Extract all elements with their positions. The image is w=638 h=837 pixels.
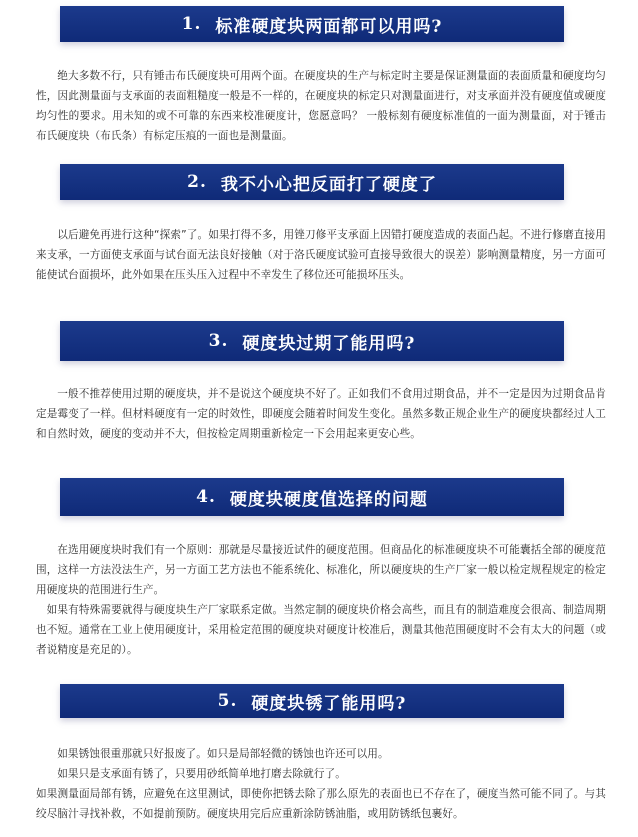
section-5-paragraph-1: 如果锈蚀很重那就只好报废了。如只是局部轻微的锈蚀也许还可以用。 — [57, 748, 389, 760]
section-4-paragraph-2: 如果有特殊需要就得与硬度块生产厂家联系定做。当然定制的硬度块价格会高些，而且有的制造难度会很高、制造周期也不短。通常在工业上使用硬度计，采用检定范围的硬度块对硬度计校准后，测量其他范围硬度时不会有太大的问题（或者说精度是充足的）。 — [36, 604, 606, 656]
section-5-banner — [60, 684, 564, 718]
section-5-number: 5. — [217, 691, 238, 711]
section-2-title: 我不小心把反面打了硬度了 — [220, 174, 437, 195]
section-3-title: 硬度块过期了能用吗? — [242, 333, 416, 354]
section-4-title: 硬度块硬度值选择的问题 — [229, 489, 428, 510]
section-4-number: 4. — [196, 487, 216, 507]
section-5-title: 硬度块锈了能用吗? — [251, 693, 407, 714]
section-2-number: 2. — [187, 172, 207, 192]
section-2-paragraph-1: 以后避免再进行这种“探索”了。如果打得不多，用锉刀修平支承面上因错打硬度造成的表面凸起。不进行修磨直接用来支承，一方面使支承面与试台面无法良好接触（对于洛氏硬度试验可直接导致很大的误差）影响测量精度，另一方面可能使试台面损坏，此外如果在压头压入过程中不幸发生了移位还可能损坏压头。 — [36, 229, 606, 281]
section-1-paragraph-1: 绝大多数不行，只有锤击布氏硬度块可用两个面。在硬度块的生产与标定时主要是保证测量面的表面质量和硬度均匀性，因此测量面与支承面的表面粗糙度一般是不一样的，在硬度块的标定只对测量面进行，对支承面并没有硬度值或硬度均匀性的要求。用未知的或不可靠的东西来校准硬度计，您愿意吗？ 一般标刻有硬度标准值的一面为测量面，对于锤击布氏硬度块（布氏条）有标定压痕的一面也是测量面。 — [36, 70, 606, 142]
section-4-body — [36, 540, 606, 660]
section-3-paragraph-1: 一般不推荐使用过期的硬度块，并不是说这个硬度块不好了。正如我们不食用过期食品，并不一定是因为过期食品肯定是霉变了一样。但材料硬度有一定的时效性，即硬度会随着时间发生变化。虽然多数正规企业生产的硬度块都经过人工和自然时效，硬度的变动并不大，但按检定周期重新检定一下会用起来更安心些。 — [36, 388, 606, 440]
section-5-paragraph-3: 如果测量面局部有锈，应避免在这里测试，即使你把锈去除了那么原先的表面也已不存在了，硬度当然可能不同了。与其绞尽脑汁寻找补救，不如提前预防。硬度块用完后应重新涂防锈油脂，或用防锈纸包裹好。 — [36, 788, 606, 820]
section-2-body — [36, 225, 606, 285]
section-1-number: 1. — [181, 14, 202, 34]
section-1-body — [36, 66, 606, 146]
section-5-body — [36, 744, 606, 824]
section-1-banner — [60, 6, 564, 42]
section-2-banner — [60, 164, 564, 200]
section-3-number: 3. — [208, 331, 229, 351]
section-5-paragraph-2: 如果只是支承面有锈了，只要用砂纸简单地打磨去除就行了。 — [57, 768, 346, 780]
section-4-paragraph-1: 在选用硬度块时我们有一个原则：那就是尽量接近试件的硬度范围。但商品化的标准硬度块不可能囊括全部的硬度范围，这样一方法没法生产，另一方面工艺方法也不能系统化、标准化，所以硬度块的生产厂家一般以检定规程规定的检定用硬度块的范围进行生产。 — [36, 544, 606, 596]
section-3-body — [36, 384, 606, 444]
section-4-banner — [60, 478, 564, 516]
section-1-title: 标准硬度块两面都可以用吗? — [215, 16, 443, 37]
section-3-banner — [60, 321, 564, 361]
